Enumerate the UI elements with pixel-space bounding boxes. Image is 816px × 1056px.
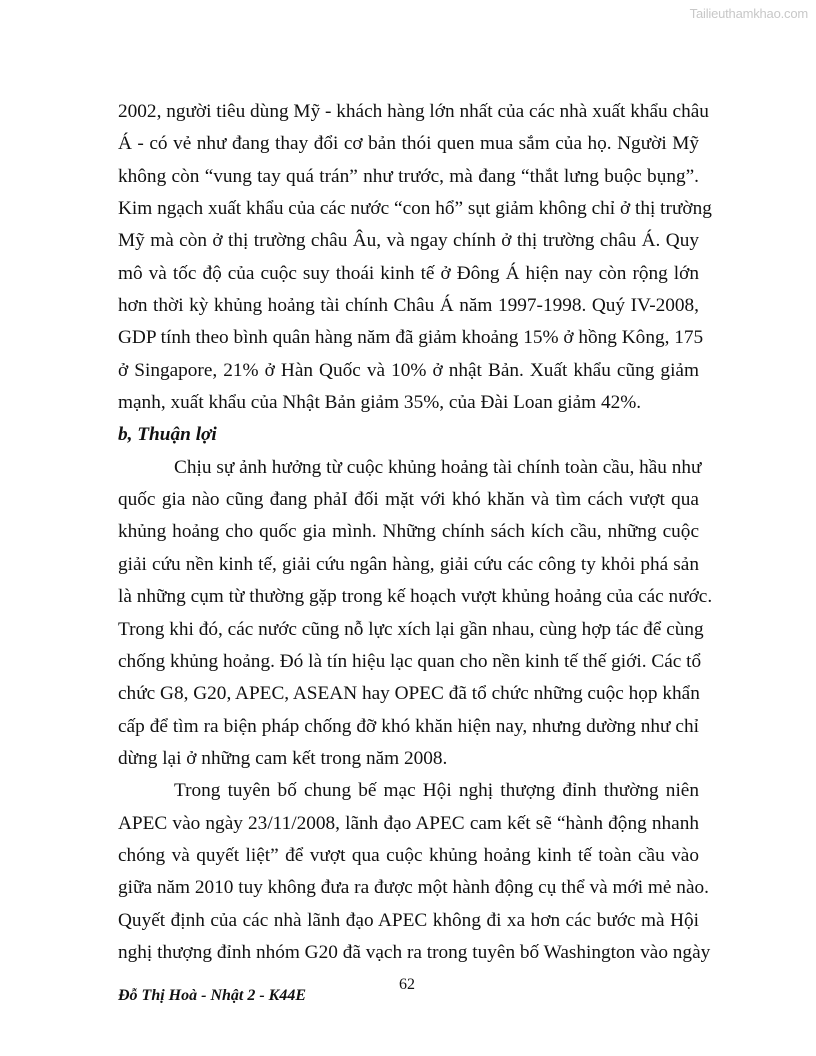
text-line: Trong tuyên bố chung bế mạc Hội nghị thượng đỉnh thường niên (174, 780, 699, 802)
watermark: Tailieuthamkhao.com (689, 6, 808, 21)
paragraph (118, 452, 713, 775)
text-line: giữa năm 2010 tuy không đưa ra được một hành động cụ thể và mới mẻ nào. (118, 877, 709, 899)
text-line: Quyết định của các nhà lãnh đạo APEC không đi xa hơn các bước mà Hội (118, 909, 699, 931)
text-line: Mỹ mà còn ở thị trường châu Âu, và ngay chính ở thị trường châu Á. Quy (118, 230, 699, 252)
text-line: khủng hoảng cho quốc gia mình. Những chính sách kích cầu, những cuộc (118, 521, 699, 543)
text-line: không còn “vung tay quá trán” như trước, mà đang “thắt lưng buộc bụng”. (118, 165, 699, 187)
text-line: mô và tốc độ của cuộc suy thoái kinh tế ở Đông Á hiện nay còn rộng lớn (118, 262, 699, 284)
footer-author: Đỗ Thị Hoà - Nhật 2 - K44E (118, 987, 307, 1004)
text-line: giải cứu nền kinh tế, giải cứu ngân hàng, giải cứu các công ty khỏi phá sản (118, 553, 699, 575)
text-line: Á - có vẻ như đang thay đổi cơ bản thói quen mua sắm của họ. Người Mỹ (118, 133, 699, 155)
text-line: chức G8, G20, APEC, ASEAN hay OPEC đã tổ chức những cuộc họp khẩn (118, 683, 700, 705)
paragraph (118, 775, 711, 969)
text-line: APEC vào ngày 23/11/2008, lãnh đạo APEC cam kết sẽ “hành động nhanh (118, 812, 699, 834)
text-line: ở Singapore, 21% ở Hàn Quốc và 10% ở nhật Bản. Xuất khẩu cũng giảm (118, 359, 699, 381)
page-number: 62 (399, 976, 415, 993)
text-line: nghị thượng đỉnh nhóm G20 đã vạch ra trong tuyên bố Washington vào ngày (118, 941, 711, 963)
paragraph (118, 96, 712, 419)
text-line: mạnh, xuất khẩu của Nhật Bản giảm 35%, của Đài Loan giảm 42%. (118, 392, 642, 414)
text-line: chống khủng hoảng. Đó là tín hiệu lạc quan cho nền kinh tế thế giới. Các tổ (118, 650, 702, 672)
text-line: Trong khi đó, các nước cũng nỗ lực xích lại gần nhau, cùng hợp tác để cùng (118, 618, 704, 640)
text-line: Kim ngạch xuất khẩu của các nước “con hổ” sụt giảm không chỉ ở thị trường (118, 198, 712, 220)
text-line: hơn thời kỳ khủng hoảng tài chính Châu Á năm 1997-1998. Quý IV-2008, (118, 295, 699, 317)
page-footer (118, 976, 699, 1016)
text-line: Chịu sự ảnh hưởng từ cuộc khủng hoảng tài chính toàn cầu, hầu như (174, 456, 702, 478)
text-line: cấp để tìm ra biện pháp chống đỡ khó khăn hiện nay, nhưng dường như chỉ (118, 715, 699, 737)
text-line: dừng lại ở những cam kết trong năm 2008. (118, 747, 448, 769)
text-line: GDP tính theo bình quân hàng năm đã giảm khoảng 15% ở hồng Kông, 175 (118, 327, 704, 349)
text-line: 2002, người tiêu dùng Mỹ - khách hàng lớn nhất của các nhà xuất khẩu châu (118, 101, 709, 122)
text-line: quốc gia nào cũng đang phảI đối mặt với khó khăn và tìm cách vượt qua (118, 489, 699, 511)
text-line: là những cụm từ thường gặp trong kế hoạch vượt khủng hoảng của các nước. (118, 586, 713, 608)
section-heading: b, Thuận lợi (118, 424, 217, 446)
document-body (118, 96, 713, 969)
text-line: chóng và quyết liệt” để vượt qua cuộc khủng hoảng kinh tế toàn cầu vào (118, 844, 699, 866)
